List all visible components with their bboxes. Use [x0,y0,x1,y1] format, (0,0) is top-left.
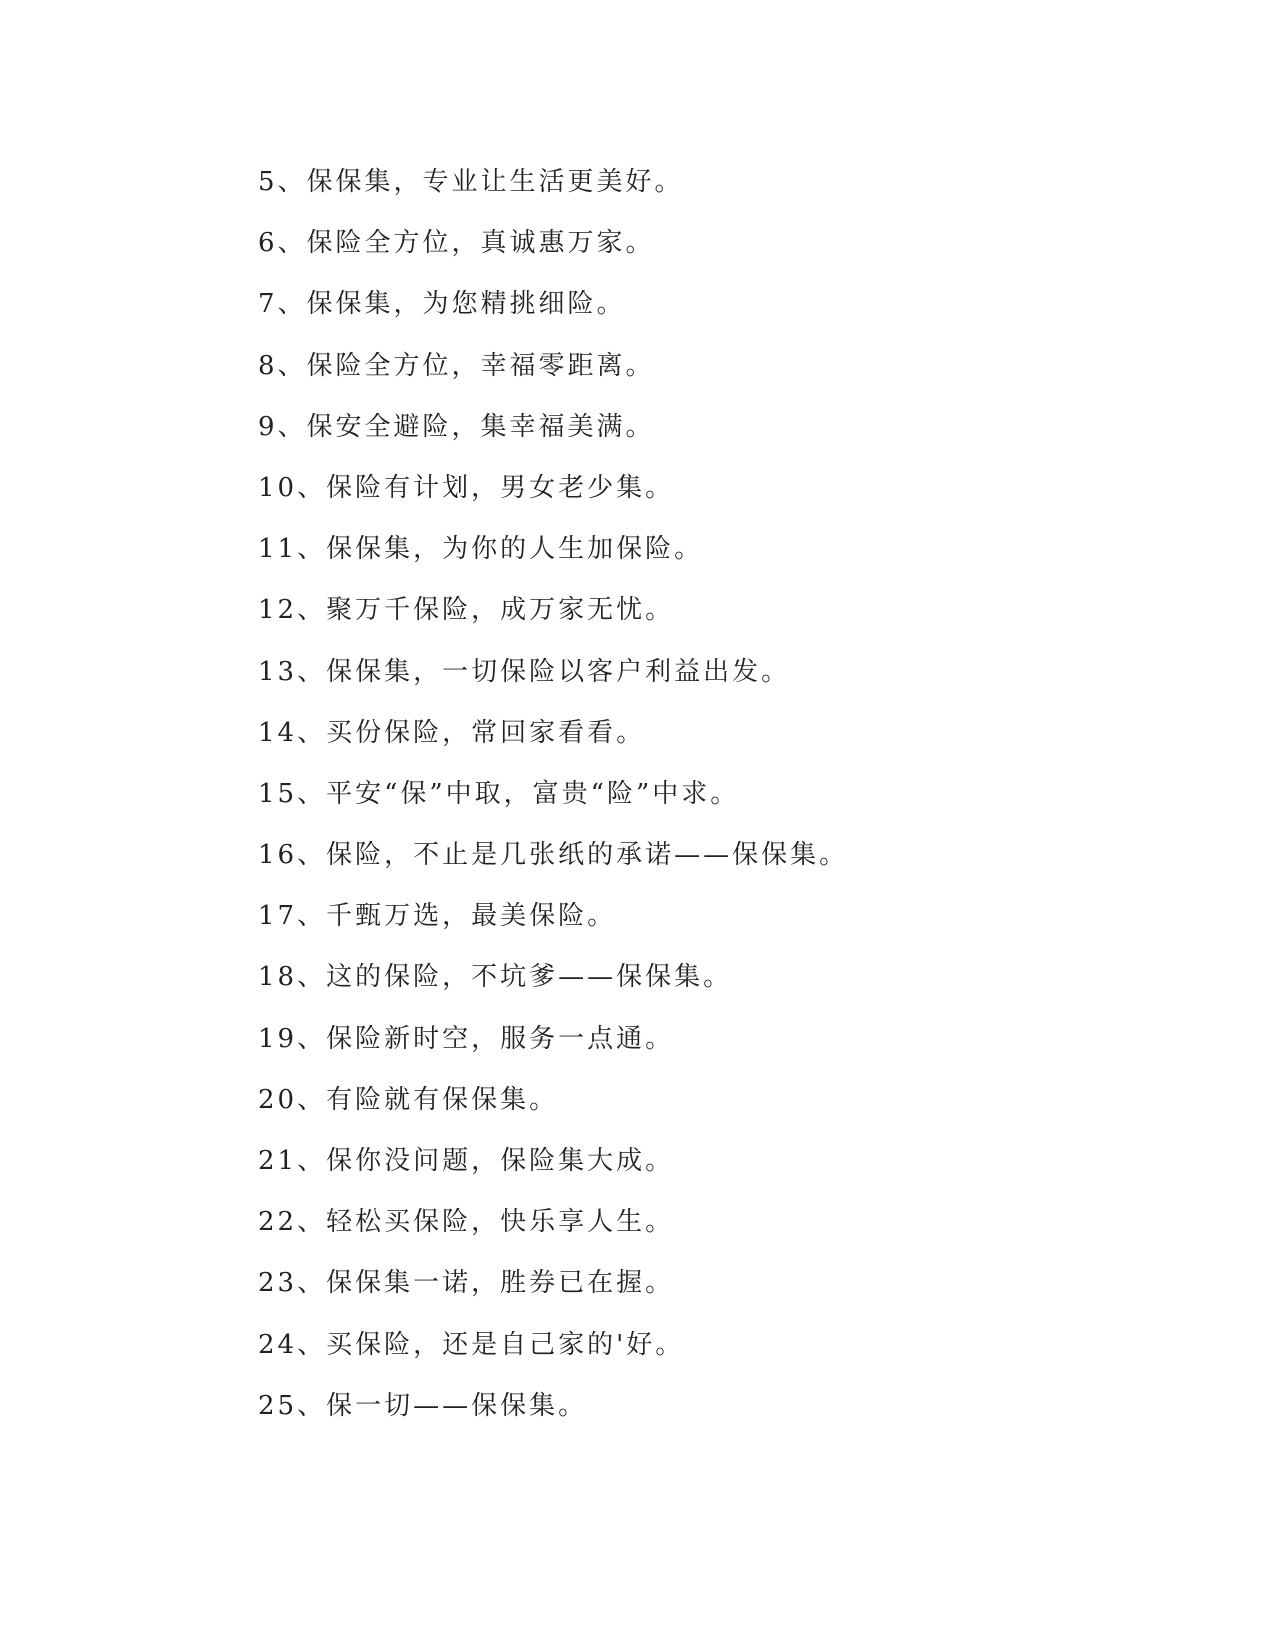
list-item: 21、保你没问题，保险集大成。 [258,1146,675,1176]
list-item: 5、保保集，专业让生活更美好。 [258,167,684,197]
list-item: 19、保险新时空，服务一点通。 [258,1023,675,1054]
list-item: 10、保险有计划，男女老少集。 [258,472,675,503]
list-item: 16、保险，不止是几张纸的承诺——保保集。 [258,840,849,871]
list-item: 20、有险就有保保集。 [258,1084,559,1115]
list-item: 9、保安全避险，集幸福美满。 [258,411,655,442]
list-item: 14、买份保险，常回家看看。 [258,717,646,748]
list-item: 6、保险全方位，真诚惠万家。 [258,228,655,259]
list-item: 24、买保险，还是自己家的'好。 [258,1329,685,1360]
list-item: 17、千甄万选，最美保险。 [258,901,617,932]
list-item: 8、保险全方位，幸福零距离。 [258,350,655,381]
list-item: 22、轻松买保险，快乐享人生。 [258,1207,675,1238]
list-item: 11、保保集，为你的人生加保险。 [258,534,704,565]
list-item: 7、保保集，为您精挑细险。 [258,289,626,320]
list-item: 23、保保集一诺，胜券已在握。 [258,1268,675,1299]
list-item: 15、平安“保”中取，富贵“险”中求。 [258,778,740,809]
list-item: 12、聚万千保险，成万家无忧。 [258,595,675,626]
list-item: 18、这的保险，不坑爹——保保集。 [258,962,733,993]
list-item: 13、保保集，一切保险以客户利益出发。 [258,656,791,687]
slogan-list [258,163,848,1448]
list-item: 25、保一切——保保集。 [258,1390,588,1421]
